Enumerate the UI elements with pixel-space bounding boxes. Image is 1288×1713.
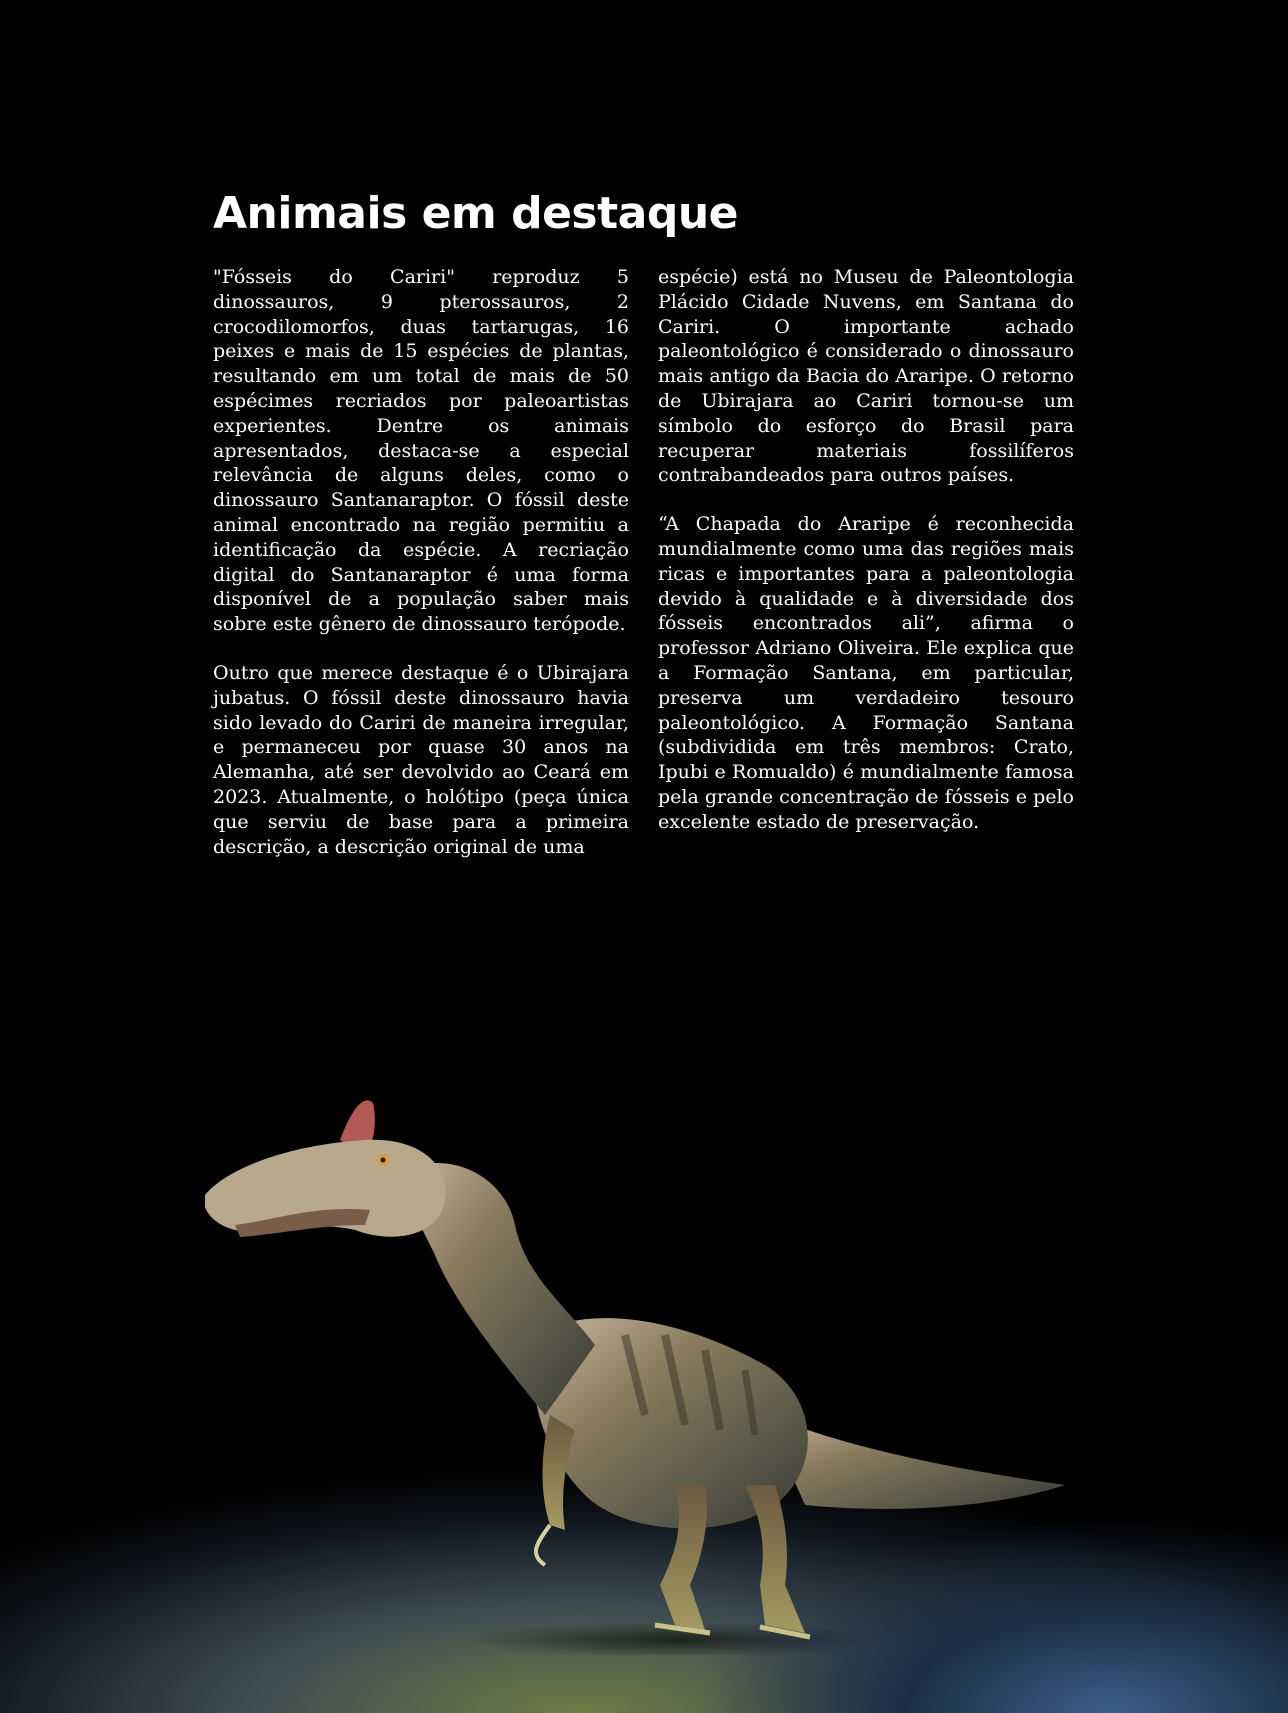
paragraph: Outro que merece destaque é o Ubirajara jubatus. O fóssil deste dinossauro havia sido levado do Cariri de maneira irregular, e permaneceu por quase 30 anos na Alemanha, até ser devolvido ao Ceará em 2023. Atualmente, o holótipo (peça única que serviu de base para a primeira descrição, a descrição original de uma	[213, 661, 629, 858]
page-title: Animais em destaque	[213, 188, 739, 239]
text-column-left	[213, 265, 629, 883]
paragraph: "Fósseis do Cariri" reproduz 5 dinossauros, 9 pterossauros, 2 crocodilomorfos, duas tartarugas, 16 peixes e mais de 15 espécies de plantas, resultando em um total de mais de 50 espécimes recriados por paleoartistas experientes. Dentre os animais apresentados, destaca-se a especial relevância de alguns deles, como o dinossauro Santanaraptor. O fóssil deste animal encontrado na região permitiu a identificação da espécie. A recriação digital do Santanaraptor é uma forma disponível de a população saber mais sobre este gênero de dinossauro terópode.	[213, 266, 629, 636]
text-column-right	[658, 265, 1074, 859]
paragraph: “A Chapada do Araripe é reconhecida mundialmente como uma das regiões mais ricas e importantes para a paleontologia devido à qualidade e à diversidade dos fósseis encontrados ali”, afirma o professor Adriano Oliveira. Ele explica que a Formação Santana, em particular, preserva um verdadeiro tesouro paleontológico. A Formação Santana (subdividida em três membros: Crato, Ipubi e Romualdo) é mundialmente famosa pela grande concentração de fósseis e pelo excelente estado de preservação.	[658, 513, 1074, 833]
paragraph: espécie) está no Museu de Paleontologia Plácido Cidade Nuvens, em Santana do Cariri. O importante achado paleontológico é considerado o dinossauro mais antigo da Bacia do Araripe. O retorno de Ubirajara ao Cariri tornou-se um símbolo do esforço do Brasil para recuperar materiais fossilíferos contrabandeados para outros países.	[658, 266, 1074, 487]
dinosaur-tail	[765, 1415, 1065, 1509]
dinosaur-illustration	[205, 1085, 1085, 1655]
